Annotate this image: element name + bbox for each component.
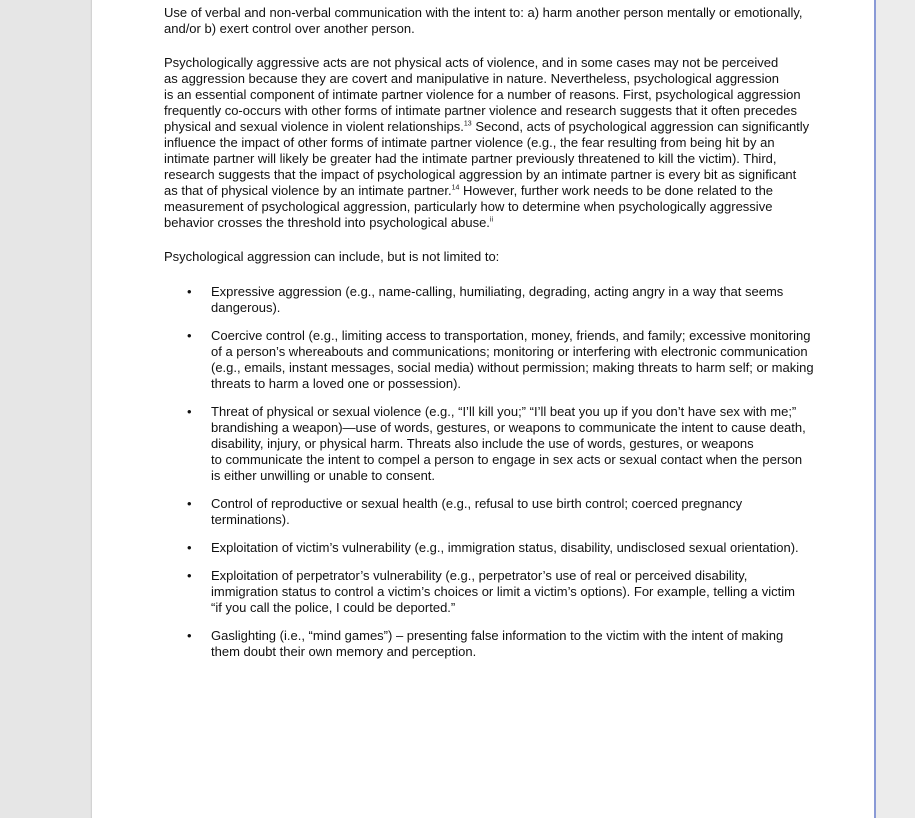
list-item xyxy=(164,284,844,316)
document-page xyxy=(92,0,874,818)
list-item-text: Expressive aggression (e.g., name-calling, humiliating, degrading, acting angry in a way that seems dangerous). xyxy=(211,284,784,315)
bullet: • xyxy=(187,568,192,583)
list-item xyxy=(164,496,844,528)
list-item-text: Threat of physical or sexual violence (e.g., “I’ll kill you;” “I’ll beat you up if you don’t have sex with me;” brandishing a weapon)—use of words, gestures, or weapons to communicate the intent to cause death, disability, injury, or physical harm. Threats also include the use of words, gestures, or weapons to communicate the intent to compel a person to engage in sex acts or sexual contact when the person is either unwilling or unable to consent. xyxy=(211,404,806,483)
bullet: • xyxy=(187,540,192,555)
list-item-text: Exploitation of perpetrator’s vulnerability (e.g., perpetrator’s use of real or perceived disability, immigration status to control a victim’s choices or limit a victim’s options). For example, telling a victim “if you call the police, I could be deported.” xyxy=(211,568,795,615)
footnote-ref-13[interactable]: 13 xyxy=(463,120,472,128)
bullet: • xyxy=(187,284,192,299)
definition-paragraph: Use of verbal and non-verbal communication with the intent to: a) harm another person mentally or emotionally, and/or b) exert control over another person. xyxy=(164,5,803,36)
section-heading xyxy=(164,0,844,3)
list-item xyxy=(164,540,844,556)
body-text-part-3: However, further work needs to be done related to the measurement of psychological aggression, particularly how to determine when psychologically aggressive behavior crosses the threshold into psychological abuse. xyxy=(164,183,774,230)
list-item-text: Exploitation of victim’s vulnerability (e.g., immigration status, disability, undisclosed sexual orientation). xyxy=(211,540,799,555)
list-intro: Psychological aggression can include, but is not limited to: xyxy=(164,249,500,264)
body-text-part-2: Second, acts of psychological aggression can significantly influence the impact of other forms of intimate partner violence (e.g., the fear resulting from being hit by an intimate partner will likely be greater had the intimate partner previously threatened to kill the victim). Third, research suggests that the impact of psychological aggression by an intimate partner is every bit as significant as that of physical violence by an intimate partner. xyxy=(164,119,810,198)
list-item xyxy=(164,568,844,616)
aggression-list xyxy=(164,284,844,660)
list-item xyxy=(164,404,844,484)
bullet: • xyxy=(187,628,192,643)
list-item-text: Control of reproductive or sexual health (e.g., refusal to use birth control; coerced pregnancy terminations). xyxy=(211,496,743,527)
list-item-text: Gaslighting (i.e., “mind games”) – presenting false information to the victim with the intent of making them doubt their own memory and perception. xyxy=(211,628,784,659)
footnote-ref-14[interactable]: 14 xyxy=(451,184,460,192)
bullet: • xyxy=(187,328,192,343)
body-paragraph xyxy=(164,55,844,231)
list-item xyxy=(164,628,844,660)
list-item-text: Coercive control (e.g., limiting access to transportation, money, friends, and family; excessive monitoring of a person’s whereabouts and communications; monitoring or interfering with electronic communication (e.g., emails, instant messages, social media) without permission; making threats to harm self; or making threats to harm a loved one or possession). xyxy=(211,328,814,391)
footnote-ref-ii[interactable]: ii xyxy=(489,216,494,224)
page-content xyxy=(164,0,844,672)
body-text-part-1: Psychologically aggressive acts are not physical acts of violence, and in some cases may not be perceived as aggression because they are covert and manipulative in nature. Nevertheless, psychological aggression is an essential component of intimate partner violence for a number of reasons. First, psychological aggression frequently co-occurs with other forms of intimate partner violence and research suggests that it often precedes physical and sexual violence in violent relationships. xyxy=(164,55,801,134)
bullet: • xyxy=(187,496,192,511)
viewer-right-gutter[interactable] xyxy=(876,0,915,818)
list-item xyxy=(164,328,844,392)
bullet: • xyxy=(187,404,192,419)
